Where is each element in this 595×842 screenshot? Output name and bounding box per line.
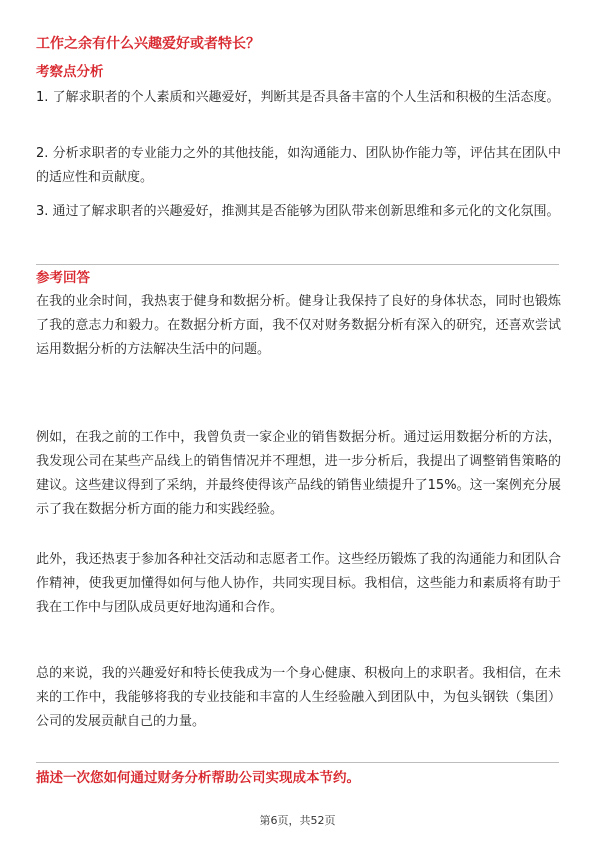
section-divider: [36, 264, 559, 265]
answer-paragraph-2: 例如，在我之前的工作中，我曾负责一家企业的销售数据分析。通过运用数据分析的方法，我发现公司在某些产品线上的销售情况并不理想，进一步分析后，我提出了调整销售策略的建议。这些建议得到了采纳，并最终使得该产品线的销售业绩提升了15%。这一案例充分展示了我在数据分析方面的能力和实践经验。: [36, 430, 561, 517]
answer-paragraph-1: 在我的业余时间，我热衷于健身和数据分析。健身让我保持了良好的身体状态，同时也锻炼了我的意志力和毅力。在数据分析方面，我不仅对财务数据分析有深入的研究，还喜欢尝试运用数据分析的方法解决生活中的问题。: [36, 294, 561, 357]
question-divider: [36, 762, 559, 763]
analysis-point-3: 3. 通过了解求职者的兴趣爱好，推测其是否能够为团队带来创新思维和多元化的文化氛围。: [36, 204, 560, 219]
next-question-title: 描述一次您如何通过财务分析帮助公司实现成本节约。: [36, 770, 360, 786]
answer-paragraph-3: 此外，我还热衷于参加各种社交活动和志愿者工作。这些经历锻炼了我的沟通能力和团队合作精神，使我更加懂得如何与他人协作，共同实现目标。我相信，这些能力和素质将有助于我在工作中与团队成员更好地沟通和合作。: [36, 552, 561, 615]
analysis-heading: 考察点分析: [36, 64, 104, 80]
question-title: 工作之余有什么兴趣爱好或者特长？: [36, 36, 260, 52]
answer-paragraph-4: 总的来说，我的兴趣爱好和特长使我成为一个身心健康、积极向上的求职者。我相信，在未来的工作中，我能够将我的专业技能和丰富的人生经验融入到团队中，为包头钢铁（集团）公司的发展贡献自己的力量。: [36, 666, 561, 729]
analysis-point-1: 1. 了解求职者的个人素质和兴趣爱好，判断其是否具备丰富的个人生活和积极的生活态度。: [36, 90, 560, 105]
page-footer: 第6页，共52页: [259, 814, 336, 827]
answer-heading: 参考回答: [36, 270, 90, 286]
analysis-point-2: 2. 分析求职者的专业能力之外的其他技能，如沟通能力、团队协作能力等，评估其在团队中的适应性和贡献度。: [36, 146, 561, 185]
